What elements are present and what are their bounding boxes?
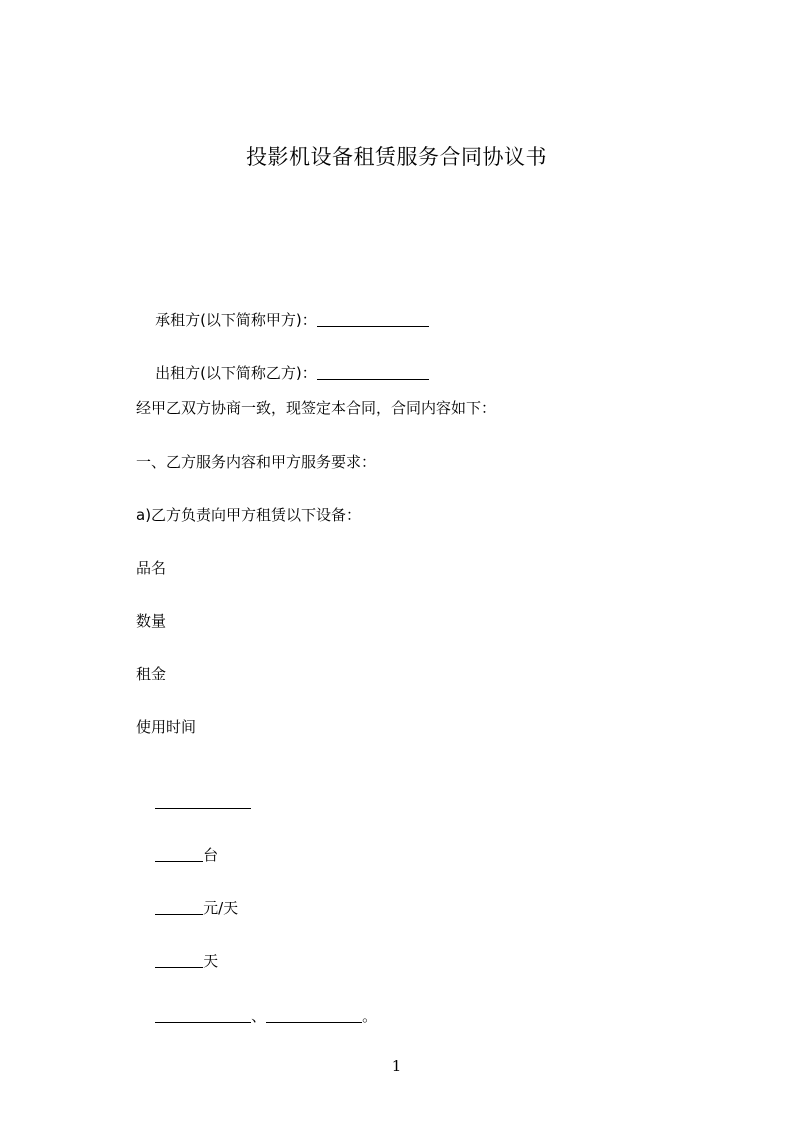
- column-name-label: 品名: [136, 559, 167, 577]
- lessor-label: 出租方(以下简称乙方)：: [155, 364, 317, 382]
- time-range-line: [136, 986, 377, 1046]
- column-quantity-label: 数量: [136, 612, 167, 630]
- rent-blank[interactable]: [155, 900, 203, 915]
- column-time-label: 使用时间: [136, 718, 197, 736]
- days-blank[interactable]: [155, 953, 203, 968]
- days-unit: 天: [203, 952, 219, 970]
- days-line: [136, 931, 218, 991]
- quantity-unit: 台: [203, 846, 219, 864]
- rent-line: [136, 878, 238, 938]
- lessee-label: 承租方(以下简称甲方)：: [155, 311, 317, 329]
- lessor-blank[interactable]: [317, 365, 429, 380]
- time-end-blank[interactable]: [266, 1008, 362, 1023]
- name-blank-line: [136, 772, 251, 832]
- document-title: 投影机设备租赁服务合同协议书: [246, 145, 547, 169]
- quantity-blank[interactable]: [155, 847, 203, 862]
- intro-paragraph: 经甲乙双方协商一致，现签定本合同，合同内容如下：: [136, 399, 497, 417]
- time-end-period: 。: [362, 1007, 378, 1025]
- column-rent-label: 租金: [136, 665, 167, 683]
- lessor-line: [136, 343, 429, 403]
- lessee-line: [136, 290, 429, 350]
- name-blank[interactable]: [155, 794, 251, 809]
- time-start-blank[interactable]: [155, 1008, 251, 1023]
- page-number: 1: [391, 1057, 402, 1075]
- quantity-line: [136, 825, 218, 885]
- lessee-blank[interactable]: [317, 312, 429, 327]
- rent-unit: 元/天: [203, 899, 239, 917]
- item-a-line: a)乙方负责向甲方租赁以下设备：: [136, 506, 362, 524]
- time-separator: 、: [251, 1007, 267, 1025]
- section-1-heading: 一、乙方服务内容和甲方服务要求：: [136, 453, 377, 471]
